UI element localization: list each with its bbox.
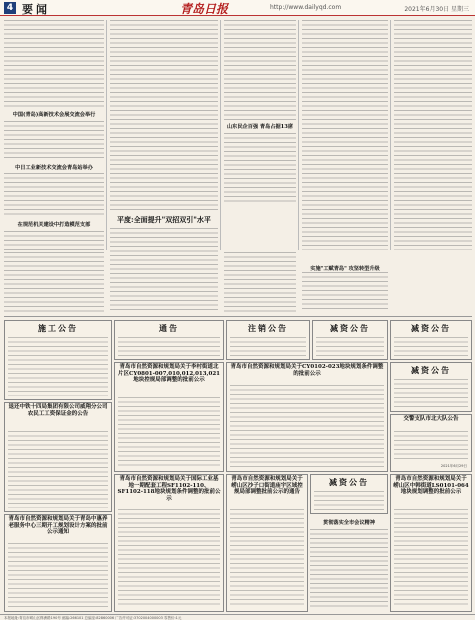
- newspaper-logo: 青岛日报: [180, 2, 229, 16]
- notice-title: 退还中铁十四局集团有限公司威翔分公司农民工工资保证金的公告: [8, 404, 108, 417]
- notice-box: [390, 320, 472, 360]
- notice-box: [312, 320, 388, 360]
- column-2: [110, 20, 218, 210]
- section-title: 要闻: [22, 3, 50, 16]
- issue-date: 2021年6月30日 星期三: [404, 6, 469, 13]
- page-footer: 本报地址:青岛市崂山区株洲路190号 邮编:266101 总编室:82860006 广告许可证:3702004000003 零售价:1元: [0, 614, 475, 620]
- notice-box: [4, 402, 112, 512]
- notice-title: 减资公告: [411, 365, 451, 375]
- article-headline: 中日工业新技术交流会青岛站举办: [15, 164, 93, 171]
- article-headline: 山东民企百强 青岛占据13席: [226, 124, 294, 130]
- notice-title: 减资公告: [330, 323, 370, 333]
- column-4: [302, 20, 388, 250]
- notice-box: [114, 362, 224, 472]
- notice-title: 减资公告: [329, 477, 369, 487]
- column-5: [394, 20, 472, 250]
- column-8: [110, 228, 218, 312]
- column-7: [302, 272, 388, 312]
- article-headline: 中国(青岛)高新技术会展交流会举行: [12, 112, 96, 118]
- article-headline: 实施"工赋青岛" 攻坚转型升级: [310, 266, 380, 272]
- article-headline: 在规范机关建设中打造模范支部: [17, 222, 91, 228]
- page-number: 4: [4, 2, 16, 14]
- column-10: [310, 516, 388, 612]
- notice-title: 青岛市自然资源和规划局关于崂山区沙子口街道庙宇区域控规局部调整批前公示的通告: [231, 476, 303, 495]
- notice-box: [4, 320, 112, 400]
- column-9: [4, 252, 104, 312]
- notice-box: [114, 474, 224, 612]
- notice-title: 施工公告: [38, 323, 78, 333]
- notice-title: 青岛市自然资源和规划局关于国际工业基地一期配套工程SF1102-110、SF1102-118地块规划条件调整的批前公示: [117, 476, 221, 502]
- notice-box: [226, 320, 310, 360]
- article-headline: 平度:全面提升"双招双引"水平: [117, 215, 211, 224]
- column-3: [224, 20, 296, 250]
- column-6: [224, 252, 296, 312]
- notice-box: [4, 514, 112, 612]
- notice-title: 青岛市自然资源和规划局关于青岛中惠养老服务中心三期开工规划设计方案的批前公示通知: [8, 516, 108, 535]
- notice-title: 注销公告: [248, 323, 288, 333]
- notice-box: [226, 474, 308, 612]
- notice-title: 减资公告: [411, 323, 451, 333]
- notice-box: [114, 320, 224, 360]
- notice-title: 青岛市自然资源和规划局关于崂山区中韩街道LS0101-064地块规划调整的批前公示: [393, 476, 469, 495]
- notice-title: 通告: [159, 323, 179, 333]
- notice-box: [310, 474, 388, 514]
- masthead: [0, 0, 475, 16]
- website-url[interactable]: http://www.dailyqd.com: [270, 4, 342, 11]
- notice-box: [390, 474, 472, 612]
- notice-title: 青岛市自然资源和规划局关于李村街道北片区CY0801-007,010,012,013,021地块控规局部调整的批前公示: [118, 364, 220, 383]
- notice-date: 2021年6月29日: [440, 464, 467, 468]
- notice-box: [226, 362, 388, 472]
- notice-box: [390, 414, 472, 472]
- notice-title: 青岛市自然资源和规划局关于CY0102-023地块规划条件调整的批前公示: [230, 364, 384, 377]
- article-headline: 贯彻落实全市会议精神: [323, 520, 375, 526]
- notice-box: [390, 362, 472, 412]
- column-1: [4, 20, 104, 250]
- notice-title: 交警支队市北大队公告: [403, 416, 459, 422]
